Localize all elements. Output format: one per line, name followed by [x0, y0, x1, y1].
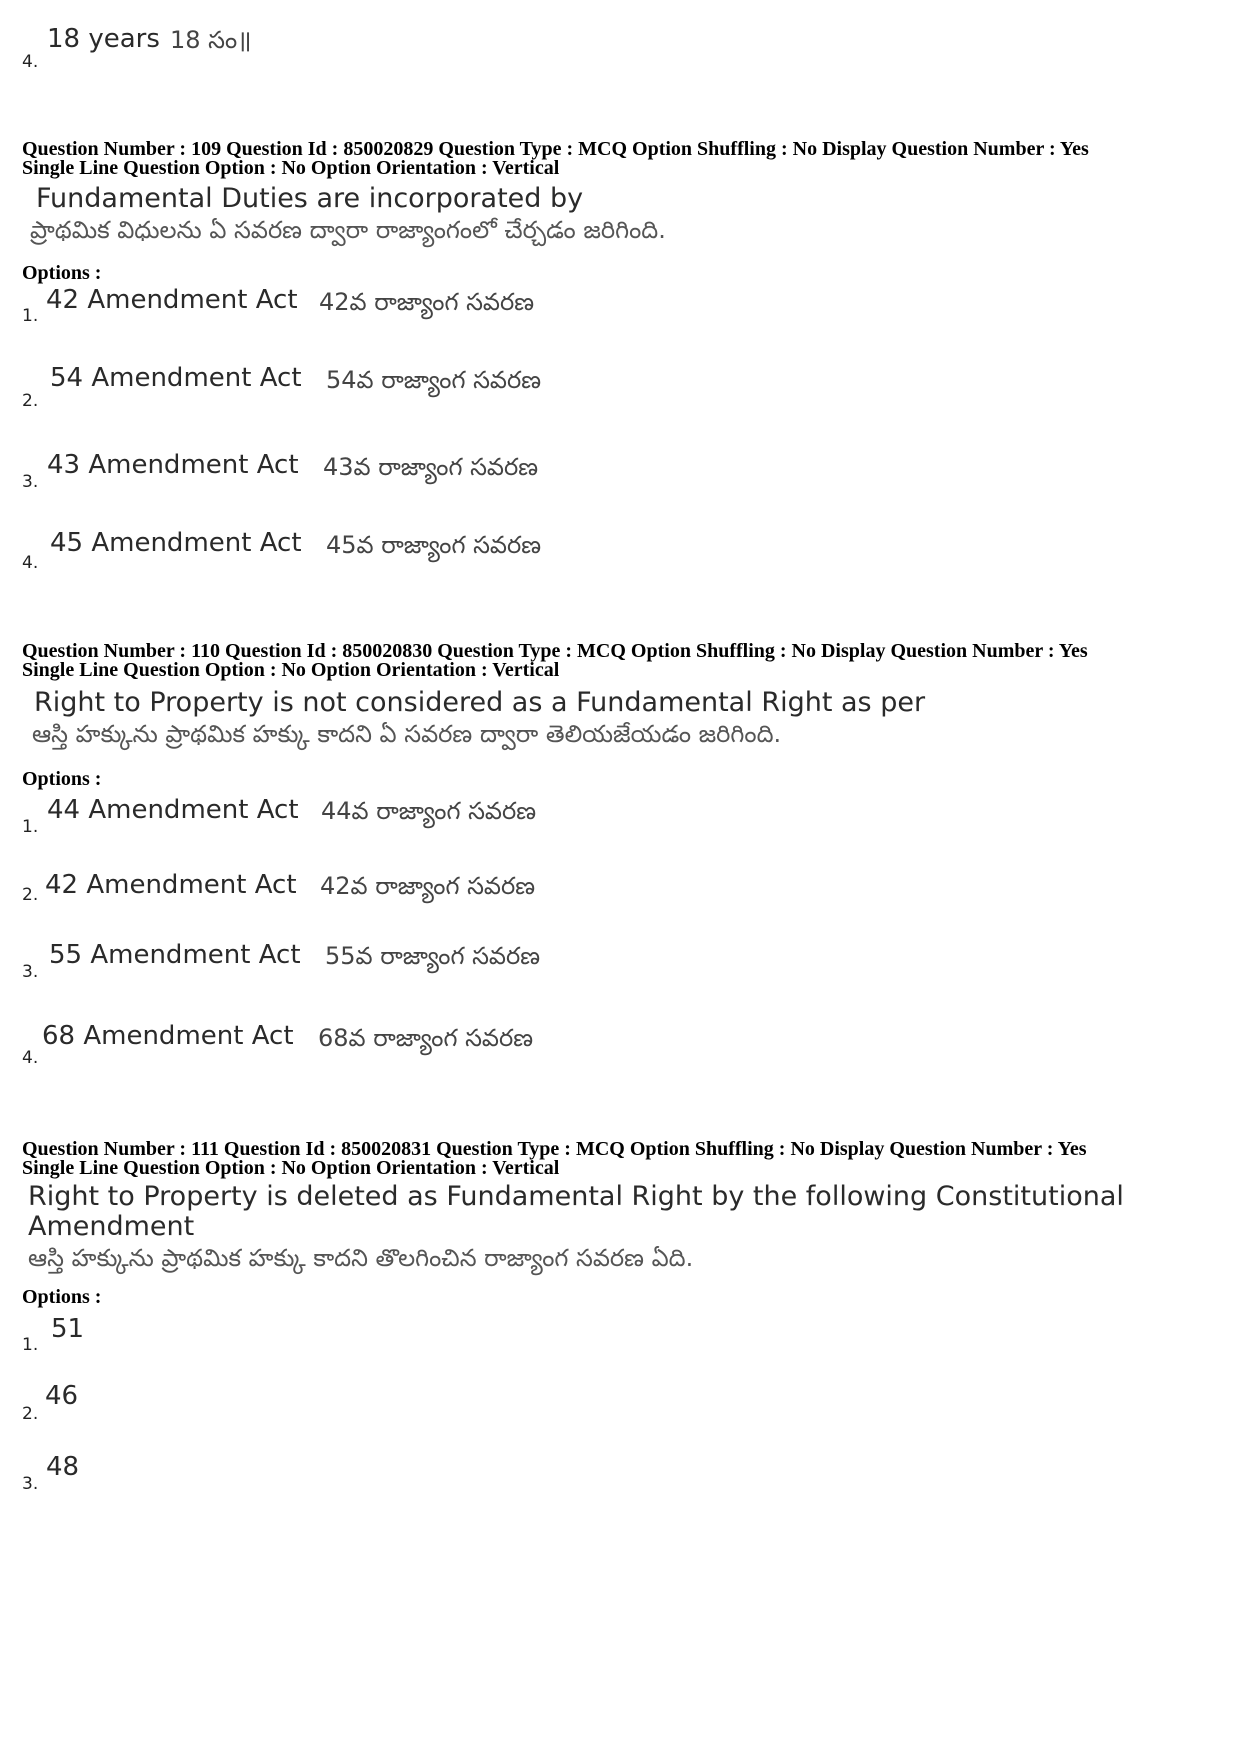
option-number: 4.	[22, 553, 39, 573]
option-text-te: 68వ రాజ్యాంగ సవరణ	[318, 1024, 534, 1052]
question-text-te: ఆస్తి హక్కును ప్రాథమిక హక్కు కాదని ఏ సవరణ ద్వారా తెలియజేయడం జరిగింది.	[32, 720, 782, 748]
question-text-te: ఆస్తి హక్కును ప్రాథమిక హక్కు కాదని తొలగించిన రాజ్యాంగ సవరణ ఏది.	[28, 1244, 694, 1272]
options-label: Options :	[22, 1286, 102, 1308]
question-meta-line2: Single Line Question Option : No Option Orientation : Vertical	[22, 157, 560, 179]
option-text-en: 42 Amendment Act	[45, 870, 297, 900]
option-text-te: 54వ రాజ్యాంగ సవరణ	[326, 366, 542, 394]
option-text-te: 42వ రాజ్యాంగ సవరణ	[320, 872, 536, 900]
question-meta-line2: Single Line Question Option : No Option Orientation : Vertical	[22, 1157, 560, 1179]
option-number: 2.	[22, 885, 39, 905]
question-meta-line1: Question Number : 109 Question Id : 850020829 Question Type : MCQ Option Shuffling : No Display Question Number : Yes	[22, 138, 1089, 160]
option-number: 3.	[22, 962, 39, 982]
question-text-en-line2: Amendment	[28, 1211, 195, 1242]
option-number: 1.	[22, 306, 39, 326]
option-number: 2.	[22, 1404, 39, 1424]
option-number: 2.	[22, 391, 39, 411]
question-text-te: ప్రాథమిక విధులను ఏ సవరణ ద్వారా రాజ్యాంగంలో చేర్చడం జరిగింది.	[30, 216, 666, 244]
option-text-te: 55వ రాజ్యాంగ సవరణ	[325, 942, 541, 970]
option-text-en: 45 Amendment Act	[50, 528, 302, 558]
option-number: 1.	[22, 1335, 39, 1355]
option-text-te: 43వ రాజ్యాంగ సవరణ	[323, 453, 539, 481]
option-text-en: 44 Amendment Act	[47, 795, 299, 825]
question-meta-line2: Single Line Question Option : No Option Orientation : Vertical	[22, 659, 560, 681]
option-text-en: 55 Amendment Act	[49, 940, 301, 970]
option-number: 3.	[22, 472, 39, 492]
option-text-en: 42 Amendment Act	[46, 285, 298, 315]
question-text-en: Fundamental Duties are incorporated by	[36, 183, 584, 214]
options-label: Options :	[22, 262, 102, 284]
option-text-en: 18 years	[47, 24, 160, 54]
question-meta-line1: Question Number : 110 Question Id : 850020830 Question Type : MCQ Option Shuffling : No Display Question Number : Yes	[22, 640, 1088, 662]
question-text-en: Right to Property is not considered as a Fundamental Right as per	[34, 687, 926, 718]
option-text-te: 42వ రాజ్యాంగ సవరణ	[319, 288, 535, 316]
option-number: 3.	[22, 1474, 39, 1494]
option-text-en: 43 Amendment Act	[47, 450, 299, 480]
option-number: 4.	[22, 1048, 39, 1068]
option-text-en: 51	[51, 1314, 85, 1344]
options-label: Options :	[22, 768, 102, 790]
option-text-en: 54 Amendment Act	[50, 363, 302, 393]
question-meta-line1: Question Number : 111 Question Id : 850020831 Question Type : MCQ Option Shuffling : No Display Question Number : Yes	[22, 1138, 1087, 1160]
option-number: 1.	[22, 817, 39, 837]
option-text-te: 45వ రాజ్యాంగ సవరణ	[326, 531, 542, 559]
option-text-en: 46	[45, 1381, 79, 1411]
question-text-en-line1: Right to Property is deleted as Fundamental Right by the following Constitutional	[28, 1181, 1124, 1212]
option-text-te: 18 సం॥	[170, 26, 252, 54]
option-text-en: 68 Amendment Act	[42, 1021, 294, 1051]
option-number: 4.	[22, 52, 39, 72]
option-text-te: 44వ రాజ్యాంగ సవరణ	[321, 797, 537, 825]
option-text-en: 48	[46, 1452, 80, 1482]
